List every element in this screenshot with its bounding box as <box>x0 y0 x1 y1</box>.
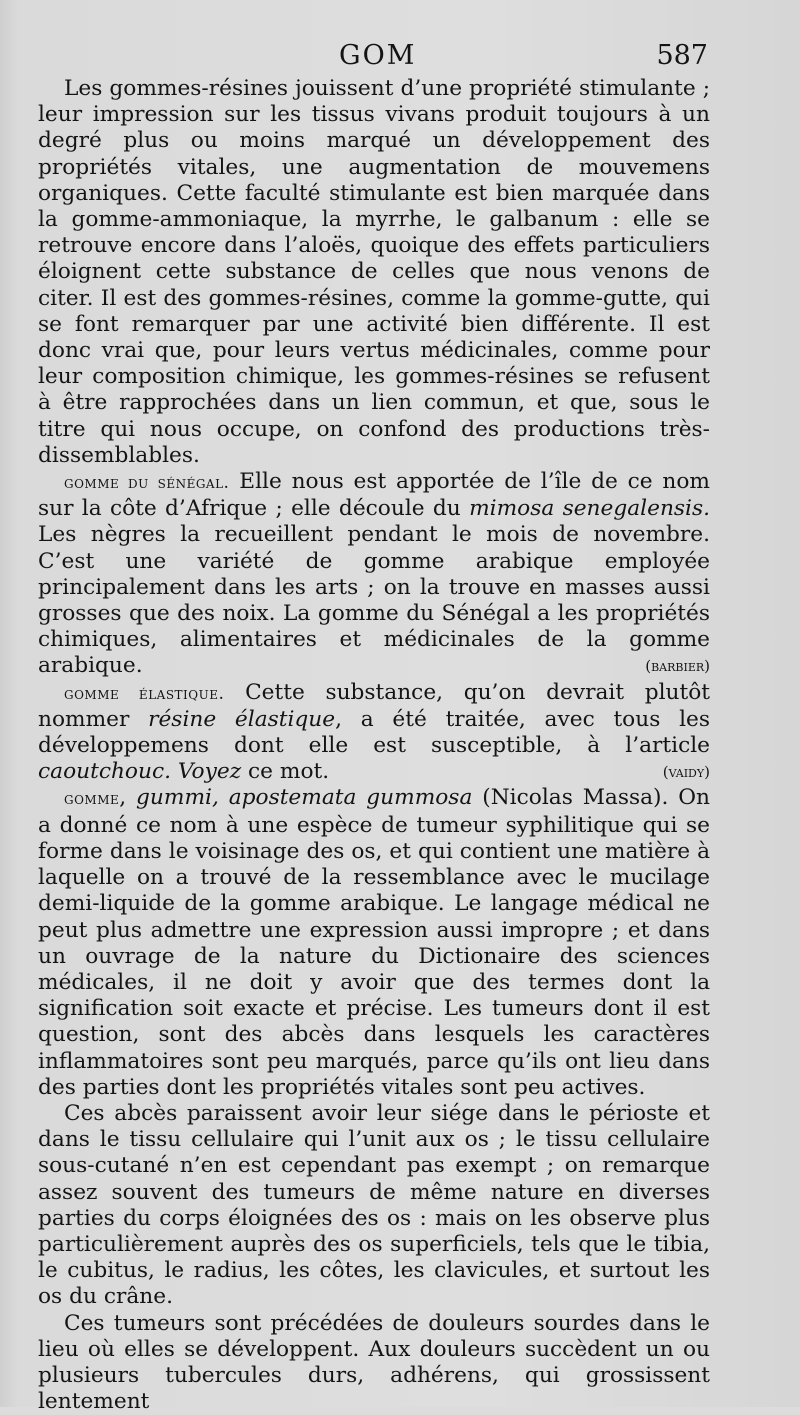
entry-italic-term: gummi, apostemata gummosa <box>136 785 473 811</box>
entry-heading: gomme élastique. <box>64 683 225 704</box>
entry-gomme-du-senegal <box>38 469 710 680</box>
entry-gomme-elastique <box>38 680 710 786</box>
entry-text: , <box>119 785 137 811</box>
entry-italic-term: résine élastique <box>148 706 336 732</box>
page-number: 587 <box>656 40 708 71</box>
paragraph-tumeurs: Ces tumeurs sont précédées de douleurs sourdes dans le lieu où elles se développent. Aux douleurs succèdent un ou plusieurs tubercules durs, adhérens, qui grossissent lentement <box>38 1310 710 1415</box>
author-signature: (barbier) <box>645 657 710 676</box>
entry-text: ce mot. <box>241 759 330 785</box>
author-signature: (vaidy) <box>662 763 710 782</box>
entry-italic-term: mimosa senegalensis. <box>469 496 711 522</box>
body-text <box>38 76 710 1415</box>
entry-heading: gomme <box>64 789 120 810</box>
entry-text: Cette substance, qu’on devrait plutôt nommer <box>38 679 710 732</box>
entry-heading: gomme du sénégal. <box>64 473 230 494</box>
entry-italic-term: caoutchouc. Voyez <box>38 759 242 785</box>
entry-text: Les nègres la recueillent pendant le mois de novembre. C’est une variété de gomme arabique employée principalement dans les arts ; on la trouve en masses aussi grosses que des noix. La gomme du Sénégal a les propriétés chimiques, alimentaires et médicinales de la gomme arabique. <box>38 522 710 679</box>
entry-text: (Nicolas Massa). On a donné ce nom à une espèce de tumeur syphilitique qui se forme dans le voisinage des os, et qui contient une matière à laquelle on a trouvé de la ressemblance avec le mucilage demi-liquide de la gomme arabique. Le langage médical ne peut plus admettre une expression aussi impropre ; et dans un ouvrage de la nature du Dictionaire des sciences médicales, il ne doit y avoir que des termes dont la signification soit exacte et précise. Les tumeurs dont il est question, sont des abcès dans lesquels les caractères inflammatoires sont peu marqués, parce qu’ils ont lieu dans des parties dont les propriétés vitales sont peu actives. <box>38 785 710 1100</box>
entry-text: , a été traitée, avec tous les développemens dont elle est susceptible, à l’article <box>38 706 710 759</box>
page-header <box>0 40 800 80</box>
paragraph-abces: Ces abcès paraissent avoir leur siége dans le périoste et dans le tissu cellulaire qui l’unit aux os ; le tissu cellulaire sous-cutané n’en est cependant pas exempt ; on remarque assez souvent des tumeurs de même nature en diverses parties du corps éloignées des os : mais on les observe plus particulièrement auprès des os superficiels, tels que le tibia, le cubitus, le radius, les côtes, les clavicules, et surtout les os du crâne. <box>38 1100 710 1310</box>
entry-text: Elle nous est apportée de l’île de ce nom sur la côte d’Afrique ; elle découle du <box>38 469 710 522</box>
entry-gomme-tumeur <box>38 785 710 1100</box>
paragraph-gommes-resines: Les gommes-résines jouissent d’une propriété stimulante ; leur impression sur les tissus vivans produit toujours à un degré plus ou moins marqué un développement des propriétés vitales, une augmentation de mouvemens organiques. Cette faculté stimulante est bien marquée dans la gomme-ammoniaque, la myrrhe, le galbanum : elle se retrouve encore dans l’aloës, quoique des effets particuliers éloignent cette substance de celles que nous venons de citer. Il est des gommes-résines, comme la gomme-gutte, qui se font remarquer par une activité bien différente. Il est donc vrai que, pour leurs vertus médicinales, comme pour leur composition chimique, les gommes-résines se refusent à être rapprochées dans un lien commun, et que, sous le titre qui nous occupe, on confond des productions très-dissemblables. <box>38 76 710 468</box>
running-head: GOM <box>339 40 417 71</box>
